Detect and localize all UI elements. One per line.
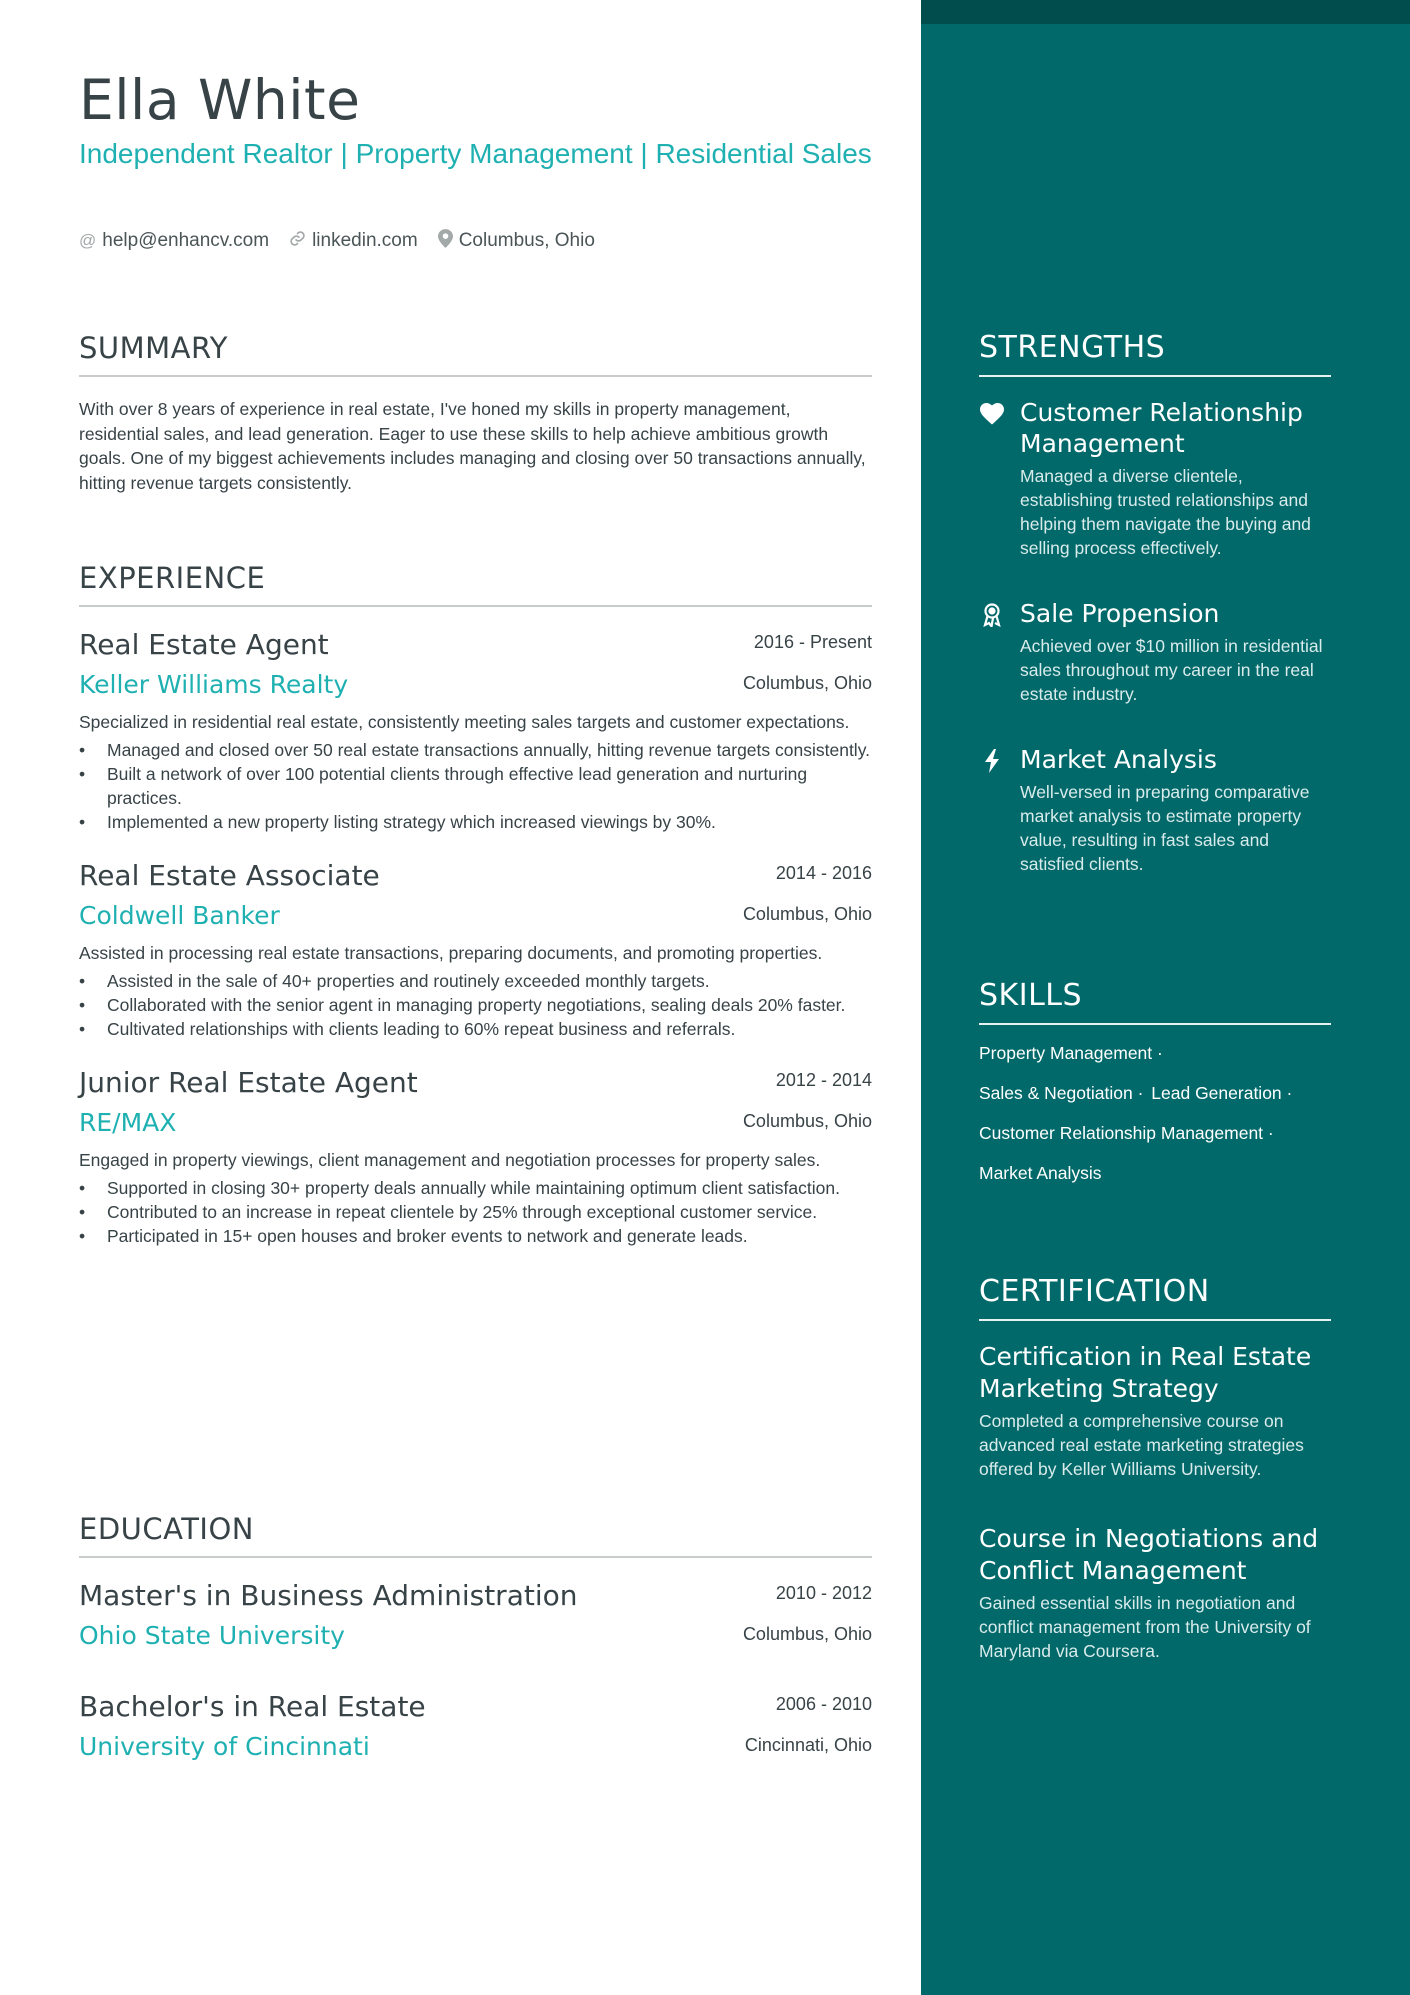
achievement-item: • Assisted in the sale of 40+ properties and routinely exceeded monthly targets. <box>79 969 872 993</box>
education-heading: EDUCATION <box>79 1512 872 1558</box>
contact-linkedin[interactable] <box>289 229 418 253</box>
achievement-item: • Participated in 15+ open houses and broker events to network and generate leads. <box>79 1224 872 1248</box>
education-entry <box>79 1689 872 1762</box>
link-icon <box>289 230 306 252</box>
job-title: Junior Real Estate Agent <box>79 1066 418 1099</box>
contact-email-text: help@enhancv.com <box>102 230 270 251</box>
school-name: Ohio State University <box>79 1621 345 1650</box>
contact-linkedin-text: linkedin.com <box>312 230 418 251</box>
strength-name: Market Analysis <box>1020 745 1217 774</box>
job-description: Assisted in processing real estate transactions, preparing documents, and promoting properties. <box>79 943 823 963</box>
skill-row <box>979 1161 1331 1185</box>
location-pin-icon <box>438 229 453 253</box>
strength-item <box>979 744 1331 876</box>
achievement-item: • Implemented a new property listing strategy which increased viewings by 30%. <box>79 810 872 834</box>
experience-heading: EXPERIENCE <box>79 561 872 607</box>
job-location: Columbus, Ohio <box>742 673 872 693</box>
job-location: Columbus, Ohio <box>742 904 872 924</box>
candidate-name: Ella White <box>79 68 361 132</box>
skills-heading: SKILLS <box>979 978 1331 1025</box>
achievement-item: • Cultivated relationships with clients leading to 60% repeat business and referrals. <box>79 1017 872 1041</box>
school-location: Columbus, Ohio <box>742 1624 872 1644</box>
company-name: Coldwell Banker <box>79 901 280 930</box>
education-entry <box>79 1578 872 1651</box>
certification-name: Course in Negotiations and Conflict Management <box>979 1524 1319 1585</box>
achievement-item: • Managed and closed over 50 real estate transactions annually, hitting revenue targets consistently. <box>79 738 872 762</box>
job-location: Columbus, Ohio <box>742 1111 872 1131</box>
certification-item <box>979 1341 1331 1481</box>
experience-entry <box>79 1065 872 1248</box>
sidebar-top-band <box>921 0 1410 24</box>
skill-row <box>979 1121 1331 1145</box>
job-title: Real Estate Associate <box>79 859 380 892</box>
company-name: RE/MAX <box>79 1108 177 1137</box>
experience-section <box>79 561 872 1248</box>
achievement-list <box>79 738 872 834</box>
contact-list <box>79 229 595 253</box>
strengths-section <box>979 330 1331 876</box>
skill-tag: Property Management · <box>979 1043 1163 1063</box>
degree-title: Bachelor's in Real Estate <box>79 1690 426 1723</box>
skill-tag: Sales & Negotiation · <box>979 1083 1144 1103</box>
contact-email[interactable] <box>79 229 269 253</box>
skill-tag: Customer Relationship Management · <box>979 1123 1274 1143</box>
achievement-item: • Supported in closing 30+ property deals annually while maintaining optimum client satisfaction. <box>79 1176 872 1200</box>
certification-description: Gained essential skills in negotiation and conflict management from the University of Maryland via Coursera. <box>979 1593 1311 1661</box>
certification-description: Completed a comprehensive course on advanced real estate marketing strategies offered by Keller Williams University. <box>979 1411 1304 1479</box>
achievement-item: • Built a network of over 100 potential clients through effective lead generation and nurturing practices. <box>79 762 872 810</box>
certification-heading: CERTIFICATION <box>979 1274 1331 1321</box>
achievement-list <box>79 969 872 1041</box>
skills-list <box>979 1041 1331 1185</box>
experience-entry <box>79 858 872 1041</box>
candidate-tagline: Independent Realtor | Property Management | Residential Sales <box>79 138 872 169</box>
contact-location-text: Columbus, Ohio <box>458 230 595 251</box>
degree-title: Master's in Business Administration <box>79 1579 578 1612</box>
certification-item <box>979 1523 1331 1663</box>
experience-entry <box>79 627 872 834</box>
job-description: Specialized in residential real estate, consistently meeting sales targets and customer expectations. <box>79 712 850 732</box>
strength-description: Achieved over $10 million in residential sales throughout my career in the real estate industry. <box>1020 636 1323 704</box>
skill-tag: Lead Generation · <box>1151 1083 1293 1103</box>
education-section <box>79 1512 872 1762</box>
education-period: 2010 - 2012 <box>775 1583 872 1603</box>
achievement-item: • Contributed to an increase in repeat clientele by 25% through exceptional customer service. <box>79 1200 872 1224</box>
skill-row <box>979 1041 1331 1065</box>
strength-name: Customer Relationship Management <box>1020 398 1303 458</box>
job-description: Engaged in property viewings, client management and negotiation processes for property sales. <box>79 1150 821 1170</box>
summary-text: With over 8 years of experience in real estate, I've honed my skills in property management, residential sales, and lead generation. Eager to use these skills to help achieve ambitious growth goals. One of my biggest achievements includes managing and closing over 50 transactions annually, hitting revenue targets consistently. <box>79 399 866 493</box>
school-name: University of Cincinnati <box>79 1732 370 1761</box>
strengths-heading: STRENGTHS <box>979 330 1331 377</box>
job-title: Real Estate Agent <box>79 628 329 661</box>
school-location: Cincinnati, Ohio <box>744 1735 872 1755</box>
achievement-list <box>79 1176 872 1248</box>
sidebar <box>921 0 1410 1995</box>
contact-location <box>438 229 595 253</box>
strength-item <box>979 598 1331 706</box>
summary-section <box>79 331 872 495</box>
skill-row <box>979 1081 1331 1105</box>
education-period: 2006 - 2010 <box>775 1694 872 1714</box>
strength-description: Well-versed in preparing comparative market analysis to estimate property value, resulting in fast sales and satisfied clients. <box>1020 782 1310 874</box>
job-period: 2014 - 2016 <box>775 863 872 883</box>
strength-name: Sale Propension <box>1020 599 1220 628</box>
skills-section <box>979 978 1331 1201</box>
strength-description: Managed a diverse clientele, establishing trusted relationships and helping them navigate the buying and selling process effectively. <box>1020 466 1311 558</box>
lightning-bolt-icon <box>979 748 1005 774</box>
certification-section <box>979 1274 1331 1663</box>
skill-tag: Market Analysis <box>979 1163 1102 1183</box>
company-name: Keller Williams Realty <box>79 670 349 699</box>
achievement-item: • Collaborated with the senior agent in managing property negotiations, sealing deals 20% faster. <box>79 993 872 1017</box>
award-icon <box>979 602 1005 628</box>
strength-item <box>979 397 1331 560</box>
job-period: 2016 - Present <box>753 632 872 652</box>
heart-icon <box>979 401 1005 427</box>
job-period: 2012 - 2014 <box>775 1070 872 1090</box>
at-icon: @ <box>79 231 97 250</box>
summary-heading: SUMMARY <box>79 331 872 377</box>
certification-name: Certification in Real Estate Marketing Strategy <box>979 1342 1312 1403</box>
